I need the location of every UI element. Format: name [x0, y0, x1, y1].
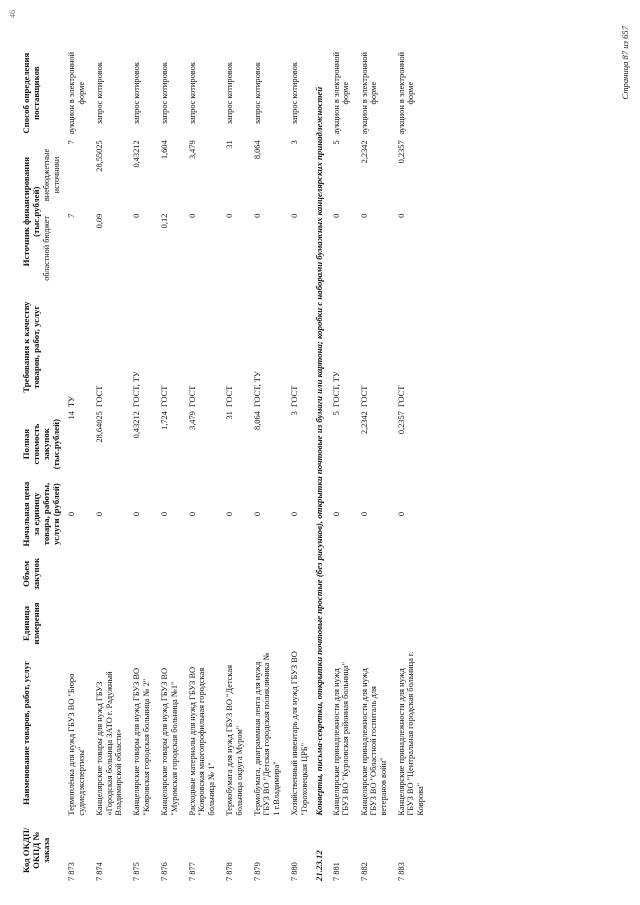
cell-quality: ГОСТ, ТУ	[132, 371, 142, 408]
cell-volume	[154, 549, 182, 599]
cell-method: запрос котировок	[132, 62, 142, 125]
cell-price: 0	[253, 511, 263, 517]
cell-method: запрос котировок	[253, 62, 263, 125]
cell-name: Термобумага, диаграммная лента для нужд ГБУЗ ВО "Детская городская поликлиника № 1 г.Владимира"	[253, 652, 281, 816]
cell-code: 7 874	[95, 862, 105, 881]
cell-cost: 0,43212	[132, 411, 142, 439]
cell-code: 7 876	[160, 862, 170, 881]
cell-unit	[391, 599, 428, 649]
group-code: 21.23.12	[314, 850, 325, 881]
cell-quality: ТУ	[67, 396, 77, 408]
cell-method: аукцион в электронной форме	[359, 51, 379, 135]
cell-code: 7 873	[67, 862, 77, 881]
cell-price: 0	[67, 511, 77, 517]
cell-price: 0	[160, 511, 170, 517]
header-code: Код ОКДП/ ОКПД № заказа	[21, 827, 51, 873]
table-body-1	[61, 48, 312, 883]
table-row	[182, 48, 219, 883]
page-number: Страница 87 из 657	[620, 26, 630, 100]
cell-volume	[89, 549, 126, 599]
cell-method: аукцион в электронной форме	[331, 51, 351, 135]
header-price: Начальная цена за единицу товара, работы, услуги (рублей)	[21, 481, 61, 547]
cell-method: запрос котировок	[160, 62, 170, 125]
cell-method: запрос котировок	[225, 62, 235, 125]
cell-code: 7 878	[225, 862, 235, 881]
cell-volume	[247, 549, 284, 599]
cell-name: Канцелярские товары для нужд ГБУЗ «Городская больница ЗАТО г. Радужный Владимирской области»	[95, 671, 123, 816]
cell-code: 7 879	[253, 862, 263, 881]
cell-volume	[284, 549, 312, 599]
cell-regional: 0,12	[160, 213, 170, 229]
cell-name: Канцелярские товары для нужд ГБУЗ ВО "Ковровская городская больница № 2"	[132, 667, 151, 816]
table-row	[354, 48, 391, 883]
cell-volume	[126, 549, 154, 599]
header-funding-regional: областной бюджет	[42, 216, 52, 281]
cell-unit	[284, 599, 312, 649]
cell-offbudget: 0,2357	[396, 140, 406, 164]
header-unit: Единица измерения	[21, 602, 41, 645]
cell-price: 0	[331, 511, 341, 517]
cell-offbudget: 8,064	[253, 140, 263, 160]
cell-regional: 0	[396, 213, 406, 218]
cell-offbudget: 0,43212	[132, 140, 142, 168]
procurement-table	[22, 48, 428, 883]
cell-offbudget: 1,604	[160, 140, 170, 160]
table-row	[154, 48, 182, 883]
cell-unit	[89, 599, 126, 649]
cell-code: 7 881	[331, 862, 341, 881]
header-volume: Объем закупок	[21, 557, 41, 590]
cell-price: 0	[95, 511, 105, 517]
table-row	[61, 48, 89, 883]
cell-method: запрос котировок	[188, 62, 198, 125]
cell-quality: ГОСТ	[95, 385, 105, 408]
cell-volume	[354, 549, 391, 599]
cell-quality: ГОСТ	[359, 385, 369, 408]
cell-offbudget: 31	[225, 140, 235, 149]
group-section	[312, 48, 326, 883]
cell-code: 7 877	[188, 862, 198, 881]
cell-price: 0	[396, 511, 406, 517]
cell-quality: ГОСТ, ТУ	[331, 371, 341, 408]
cell-price: 0	[225, 511, 235, 517]
table-row	[326, 48, 354, 883]
cell-name: Термобумага для нужд ГБУЗ ВО "Детская больница округа Муром"	[225, 665, 244, 816]
cell-unit	[326, 599, 354, 649]
cell-code: 7 875	[132, 862, 142, 881]
cell-quality: ГОСТ	[188, 385, 198, 408]
cell-regional: 0,09	[95, 213, 105, 229]
table-row	[126, 48, 154, 883]
cell-name: Хозяйственный инвентарь для нужд ГБУЗ ВО "Гороховецкая ЦРБ"	[290, 651, 309, 816]
cell-quality: ГОСТ	[290, 385, 300, 408]
cell-unit	[354, 599, 391, 649]
cell-unit	[61, 599, 89, 649]
cell-method: аукцион в электронной форме	[396, 51, 416, 135]
cell-code: 7 883	[396, 862, 406, 881]
cell-offbudget: 3,479	[188, 140, 198, 160]
cell-volume	[391, 549, 428, 599]
cell-price: 0	[290, 511, 300, 517]
cell-name: Канцелярские товары для нужд ГБУЗ ВО "Муромская городская больница №1"	[160, 667, 179, 816]
cell-unit	[126, 599, 154, 649]
cell-quality: ГОСТ	[160, 385, 170, 408]
table-row	[391, 48, 428, 883]
cell-cost: 8,064	[253, 411, 263, 430]
table-body-2	[326, 48, 428, 883]
cell-unit	[182, 599, 219, 649]
cell-regional: 0	[290, 213, 300, 218]
cell-cost: 1,724	[160, 411, 170, 430]
header-name: Наименование товаров, работ, услуг	[21, 661, 31, 805]
cell-quality: ГОСТ	[396, 385, 406, 408]
cell-volume	[219, 549, 247, 599]
cell-price: 0	[188, 511, 198, 517]
cell-name: Расходные материалы для нужд ГБУЗ ВО "Ковровская многопрофильная городская больница № 1"	[188, 666, 216, 816]
header-funding-offbudget: внебюджетные источники	[42, 148, 61, 202]
cell-volume	[326, 549, 354, 599]
cell-regional: 7	[67, 213, 77, 218]
header-method: Способ определения поставщиков	[21, 52, 41, 134]
cell-cost: 5	[331, 411, 341, 416]
header-quality: Требования к качеству товаров, работ, услуг	[21, 301, 41, 393]
cell-cost: 14	[67, 411, 77, 420]
cell-regional: 0	[253, 213, 263, 218]
group-row	[312, 48, 326, 883]
cell-code: 7 882	[359, 862, 369, 881]
group-title: Конверты, письма-секретки, открытки почтовые простые (без рисунков), открытки почтовые из бумаги или картона; коробки с наборами бумажных канцелярских принадлежностей	[314, 86, 325, 816]
table-row	[219, 48, 247, 883]
header-cost: Полная стоимость закупок (тыс.рублей)	[21, 418, 61, 470]
cell-name: Термоплёнка для нужд ГБУЗ ВО "Бюро судмедэкспертизы"	[67, 673, 86, 816]
table-row	[247, 48, 284, 883]
cell-regional: 0	[225, 213, 235, 218]
cell-price: 0	[359, 511, 369, 517]
cell-regional: 0	[132, 213, 142, 218]
cell-unit	[247, 599, 284, 649]
cell-regional: 0	[331, 213, 341, 218]
cell-cost: 3	[290, 411, 300, 416]
cell-offbudget: 28,55025	[95, 140, 105, 172]
cell-volume	[61, 549, 89, 599]
cell-method: запрос котировок	[290, 62, 300, 125]
cell-cost: 0,2357	[396, 411, 406, 435]
cell-volume	[182, 549, 219, 599]
cell-cost: 31	[225, 411, 235, 420]
cell-name: Канцелярские принадлежности для нужд ГБУЗ ВО "Областной госпиталь для ветеранов войн"	[359, 668, 388, 816]
cell-cost: 28,64025	[95, 411, 105, 443]
cell-name: Канцелярские принадлежности для нужд ГБУЗ ВО "Курловская районная больница"	[331, 662, 351, 816]
cell-regional: 0	[188, 213, 198, 218]
cell-quality: ГОСТ, ТУ	[253, 371, 263, 408]
table-row	[89, 48, 126, 883]
cell-code: 7 880	[290, 862, 300, 881]
cell-method: аукцион в электронной форме	[67, 51, 86, 135]
cell-unit	[219, 599, 247, 649]
cell-offbudget: 3	[290, 140, 300, 145]
cell-regional: 0	[359, 213, 369, 218]
cell-offbudget: 2,2342	[359, 140, 369, 164]
corner-mark: 46	[8, 10, 17, 18]
header-row	[22, 48, 42, 883]
cell-offbudget: 7	[67, 140, 77, 145]
cell-offbudget: 5	[331, 140, 341, 145]
cell-cost: 2,2342	[359, 411, 369, 435]
cell-method: запрос котировок	[95, 62, 105, 125]
cell-unit	[154, 599, 182, 649]
table-row	[284, 48, 312, 883]
cell-name: Канцелярские принадлежности для нужд ГБУЗ ВО "Центральная городская больница г. Коврова"	[396, 651, 425, 816]
header-funding: Источник финансирования (тыс.рублей)	[21, 157, 41, 267]
cell-price: 0	[132, 511, 142, 517]
cell-cost: 3,479	[188, 411, 198, 430]
cell-quality: ГОСТ	[225, 385, 235, 408]
